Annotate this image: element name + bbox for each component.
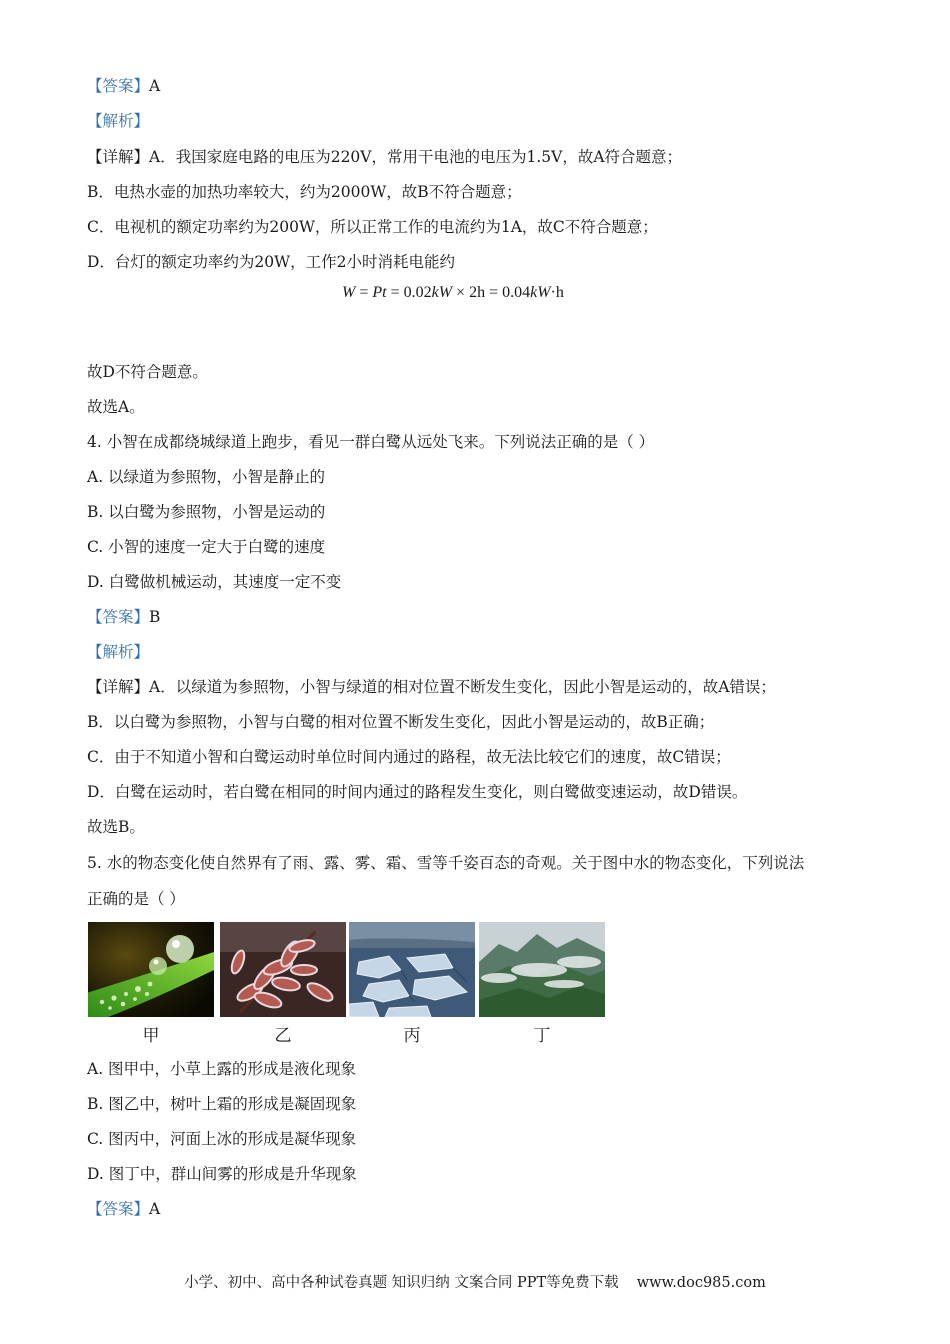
- q3-detail-a: 【详解】A．我国家庭电路的电压为220V，常用干电池的电压为1.5V，故A符合题意；: [87, 148, 683, 166]
- energy-formula: W = Pt = 0.02kW × 2h = 0.04kW·h: [342, 284, 564, 301]
- q4-choose: 故选B。: [87, 818, 145, 836]
- q4-detail-b: B．以白鹭为参照物，小智与白鹭的相对位置不断发生变化，因此小智是运动的，故B正确；: [87, 713, 715, 731]
- q5-answer-line: [87, 1199, 160, 1219]
- q3-answer-line: [87, 76, 160, 96]
- q4-analysis-tag: 【解析】: [87, 643, 150, 661]
- caption-bing: 丙: [403, 1026, 421, 1046]
- photo-frost-on-leaves: [220, 922, 346, 1017]
- q5-option-b: B. 图乙中，树叶上霜的形成是凝固现象: [87, 1095, 357, 1113]
- q5-stem-line2: 正确的是（ ）: [87, 890, 185, 908]
- q4-option-c: C. 小智的速度一定大于白鹭的速度: [87, 538, 326, 556]
- caption-ding: 丁: [533, 1026, 551, 1046]
- answer-value: B: [149, 608, 161, 626]
- answer-tag: 【答案】: [87, 608, 150, 626]
- q4-option-a: A. 以绿道为参照物，小智是静止的: [87, 468, 326, 486]
- q3-choose: 故选A。: [87, 398, 145, 416]
- answer-value: A: [149, 1200, 161, 1218]
- photo-dew-on-grass: [88, 922, 214, 1017]
- q4-detail-a: 【详解】A．以绿道为参照物，小智与绿道的相对位置不断发生变化，因此小智是运动的，故A错误；: [87, 678, 776, 696]
- page-footer: [0, 1271, 950, 1292]
- q4-detail-c: C．由于不知道小智和白鹭运动时单位时间内通过的路程，故无法比较它们的速度，故C错误；: [87, 748, 731, 766]
- q4-stem: 4. 小智在成都绕城绿道上跑步，看见一群白鹭从远处飞来。下列说法正确的是（ ）: [87, 433, 655, 451]
- detail-tag: 【详解】: [87, 148, 150, 166]
- detail-tag: 【详解】: [87, 678, 150, 696]
- footer-text: 小学、初中、高中各种试卷真题 知识归纳 文案合同 PPT等免费下载: [184, 1275, 619, 1291]
- photo-mountain-fog: [479, 922, 605, 1017]
- q3-detail-c: C．电视机的额定功率约为200W，所以正常工作的电流约为1A，故C不符合题意；: [87, 218, 658, 236]
- footer-url[interactable]: www.doc985.com: [636, 1275, 766, 1291]
- q5-option-d: D. 图丁中，群山间雾的形成是升华现象: [87, 1165, 357, 1183]
- photo-river-ice: [349, 922, 475, 1017]
- q3-detail-b: B．电热水壶的加热功率较大，约为2000W，故B不符合题意；: [87, 183, 522, 201]
- q4-answer-line: [87, 607, 160, 627]
- caption-jia: 甲: [142, 1026, 160, 1046]
- answer-tag: 【答案】: [87, 1200, 150, 1218]
- q3-detail-d: D．台灯的额定功率约为20W，工作2小时消耗电能约: [87, 253, 455, 271]
- q5-option-a: A. 图甲中，小草上露的形成是液化现象: [87, 1060, 357, 1078]
- caption-yi: 乙: [274, 1026, 292, 1046]
- q5-stem-line1: 5. 水的物态变化使自然界有了雨、露、雾、霜、雪等千姿百态的奇观。关于图中水的物态变化，下列说法: [87, 854, 805, 872]
- answer-tag: 【答案】: [87, 77, 150, 95]
- q3-analysis-tag: 【解析】: [87, 112, 150, 130]
- q4-option-b: B. 以白鹭为参照物，小智是运动的: [87, 503, 326, 521]
- q4-detail-d: D．白鹭在运动时，若白鹭在相同的时间内通过的路程发生变化，则白鹭做变速运动，故D错误。: [87, 783, 748, 801]
- answer-value: A: [149, 77, 161, 95]
- q3-conclusion-d: 故D不符合题意。: [87, 363, 208, 381]
- q5-option-c: C. 图丙中，河面上冰的形成是凝华现象: [87, 1130, 357, 1148]
- q4-option-d: D. 白鹭做机械运动，其速度一定不变: [87, 573, 342, 591]
